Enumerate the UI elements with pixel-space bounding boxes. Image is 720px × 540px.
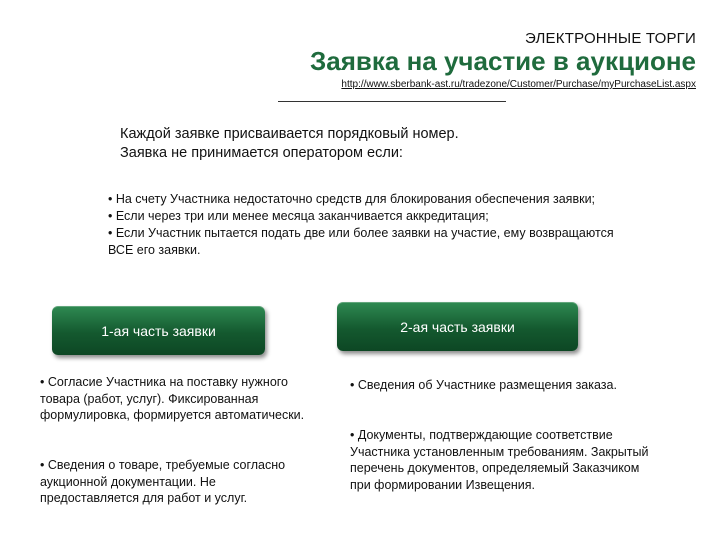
- intro-text: [120, 125, 620, 163]
- condition-item: • Если Участник пытается подать две или более заявки на участие, ему возвращаются ВСЕ его заявки.: [108, 226, 614, 257]
- header-supertitle: ЭЛЕКТРОННЫЕ ТОРГИ: [525, 30, 696, 47]
- condition-item: • Если через три или менее месяца заканчивается аккредитация;: [108, 209, 489, 223]
- part1-item-text: • Согласие Участника на поставку нужного товара (работ, услуг). Фиксированная формулировка, формируется автоматически.: [40, 375, 305, 422]
- part2-item-text: • Документы, подтверждающие соответствие Участника установленным требованиям. Закрытый перечень документов, определяемый Заказчиком при формировании Извещения.: [350, 428, 649, 492]
- source-url-link[interactable]: http://www.sberbank-ast.ru/tradezone/Customer/Purchase/myPurchaseList.aspx: [341, 79, 696, 90]
- part1-label: 1-ая часть заявки: [101, 322, 216, 339]
- part2-item: [350, 427, 650, 493]
- rejection-conditions-list: [108, 191, 628, 259]
- intro-line-2: Заявка не принимается оператором если:: [120, 145, 403, 161]
- part2-label: 2-ая часть заявки: [400, 318, 515, 335]
- condition-item: • На счету Участника недостаточно средств для блокирования обеспечения заявки;: [108, 192, 596, 206]
- part1-header-pill: [52, 306, 265, 355]
- part2-header-pill: [337, 302, 578, 351]
- part1-item: [40, 457, 315, 507]
- page-title: Заявка на участие в аукционе: [309, 46, 696, 76]
- header-divider: [278, 101, 506, 102]
- part2-item-text: • Сведения об Участнике размещения заказа.: [350, 378, 617, 392]
- intro-line-1: Каждой заявке присваивается порядковый номер.: [120, 126, 459, 142]
- part2-item: [350, 377, 620, 394]
- part1-item-text: • Сведения о товаре, требуемые согласно аукционной документации. Не предоставляется для работ и услуг.: [40, 458, 286, 505]
- part1-item: [40, 374, 305, 424]
